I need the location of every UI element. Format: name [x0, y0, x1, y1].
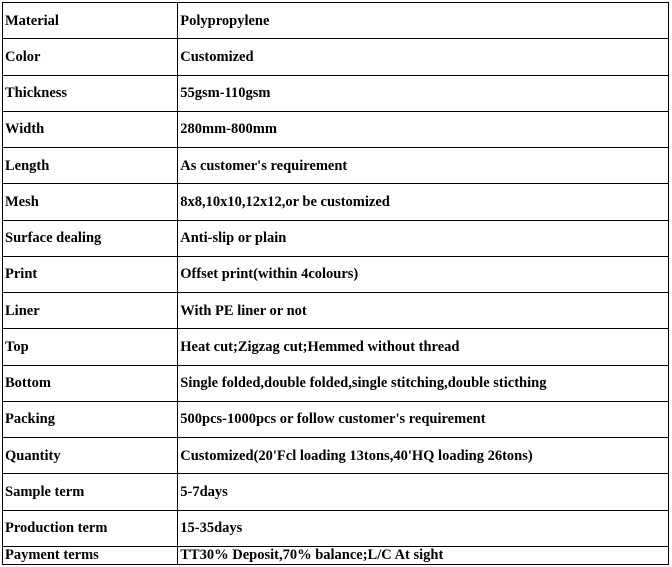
table-row	[3, 438, 669, 474]
row-value: As customer's requirement	[178, 148, 669, 184]
row-label: Sample term	[3, 474, 178, 510]
row-value: With PE liner or not	[178, 293, 669, 329]
row-label: Production term	[3, 510, 178, 546]
row-label: Thickness	[3, 75, 178, 111]
row-value: 280mm-800mm	[178, 111, 669, 147]
row-label: Print	[3, 256, 178, 292]
table-row	[3, 3, 669, 39]
table-row	[3, 365, 669, 401]
table-row	[3, 293, 669, 329]
row-label: Surface dealing	[3, 220, 178, 256]
table-row	[3, 329, 669, 365]
table-row	[3, 401, 669, 437]
table-row	[3, 510, 669, 546]
product-spec-table	[2, 2, 669, 565]
row-value: TT30% Deposit,70% balance;L/C At sight	[178, 546, 669, 564]
row-label: Payment terms	[3, 546, 178, 564]
row-value: Anti-slip or plain	[178, 220, 669, 256]
row-value: Customized	[178, 39, 669, 75]
table-row	[3, 111, 669, 147]
row-value: 8x8,10x10,12x12,or be customized	[178, 184, 669, 220]
row-value: Single folded,double folded,single stitching,double sticthing	[178, 365, 669, 401]
table-row	[3, 75, 669, 111]
row-label: Top	[3, 329, 178, 365]
row-value: 15-35days	[178, 510, 669, 546]
row-value: 5-7days	[178, 474, 669, 510]
table-row	[3, 474, 669, 510]
table-row	[3, 220, 669, 256]
row-label: Color	[3, 39, 178, 75]
row-label: Quantity	[3, 438, 178, 474]
row-label: Width	[3, 111, 178, 147]
row-value: Heat cut;Zigzag cut;Hemmed without thread	[178, 329, 669, 365]
row-label: Liner	[3, 293, 178, 329]
table-row	[3, 184, 669, 220]
row-value: 55gsm-110gsm	[178, 75, 669, 111]
row-label: Length	[3, 148, 178, 184]
table-row	[3, 39, 669, 75]
row-value: Customized(20'Fcl loading 13tons,40'HQ loading 26tons)	[178, 438, 669, 474]
row-value: 500pcs-1000pcs or follow customer's requirement	[178, 401, 669, 437]
table-row	[3, 256, 669, 292]
row-label: Mesh	[3, 184, 178, 220]
table-row	[3, 148, 669, 184]
row-value: Polypropylene	[178, 3, 669, 39]
row-value: Offset print(within 4colours)	[178, 256, 669, 292]
table-row	[3, 546, 669, 564]
row-label: Material	[3, 3, 178, 39]
row-label: Bottom	[3, 365, 178, 401]
row-label: Packing	[3, 401, 178, 437]
